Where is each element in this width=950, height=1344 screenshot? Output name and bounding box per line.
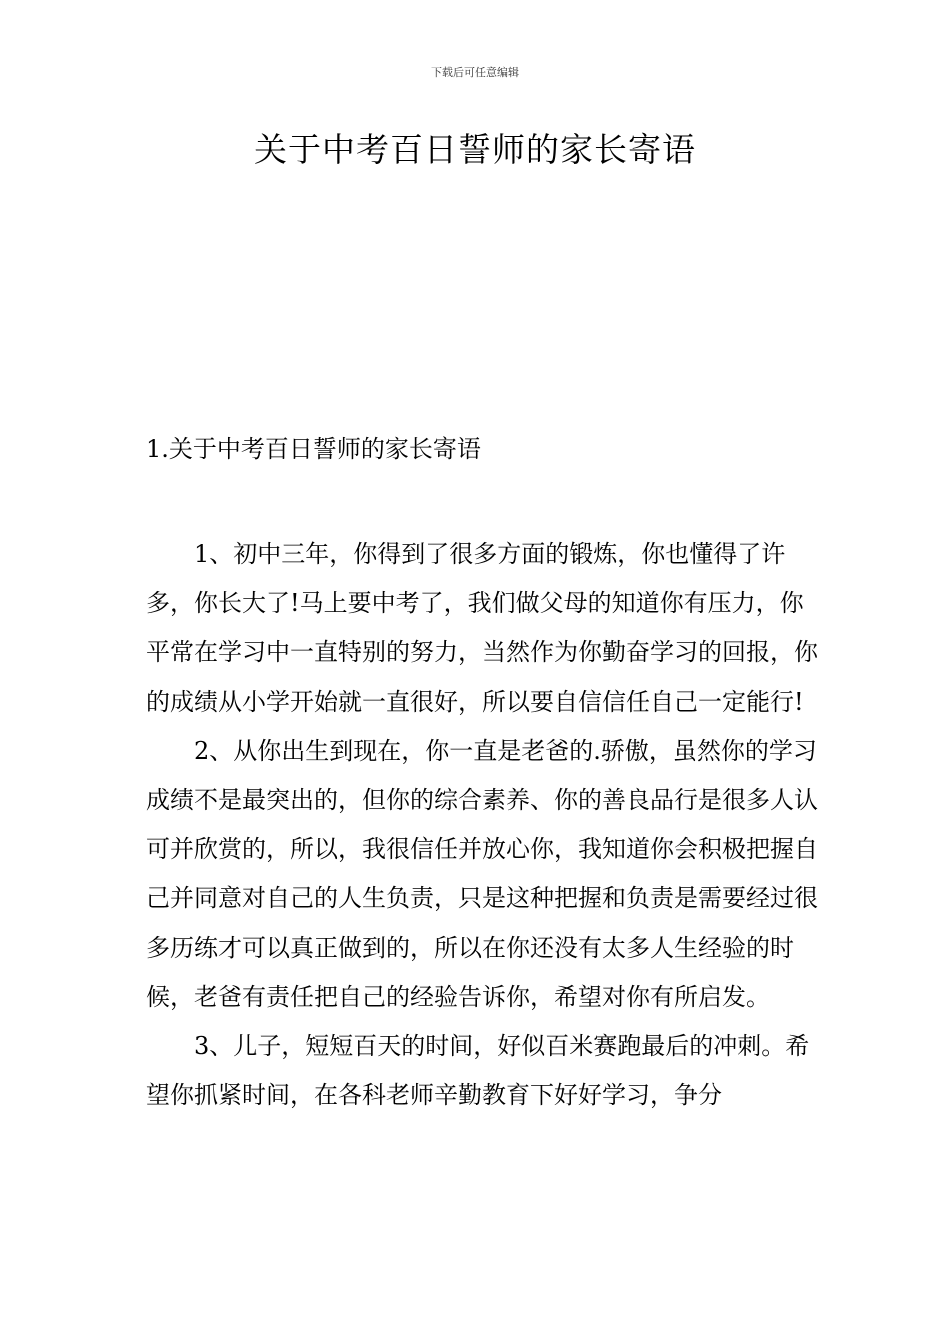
paragraph-2: 2、从你出生到现在，你一直是老爸的.骄傲，虽然你的学习成绩不是最突出的，但你的综合素养、你的善良品行是很多人认可并欣赏的，所以，我很信任并放心你，我知道你会积极把握自己并同意对自己的人生负责，只是这种把握和负责是需要经过很多历练才可以真正做到的，所以在你还没有太多人生经验的时候，老爸有责任把自己的经验告诉你，希望对你有所启发。 (146, 736, 818, 1011)
paragraph-1: 1、初中三年，你得到了很多方面的锻炼，你也懂得了许多，你长大了!马上要中考了，我们做父母的知道你有压力，你平常在学习中一直特别的努力，当然作为你勤奋学习的回报，你的成绩从小学开始就一直很好，所以要自信信任自己一定能行! (146, 540, 818, 716)
body-text (146, 530, 826, 1120)
section-heading: 1.关于中考百日誓师的家长寄语 (146, 435, 481, 463)
header-note: 下载后可任意编辑 (431, 66, 519, 79)
paragraph-3: 3、儿子，短短百天的时间，好似百米赛跑最后的冲刺。希望你抓紧时间，在各科老师辛勤教育下好好学习，争分 (146, 1032, 810, 1110)
document-title: 关于中考百日誓师的家长寄语 (254, 130, 696, 169)
